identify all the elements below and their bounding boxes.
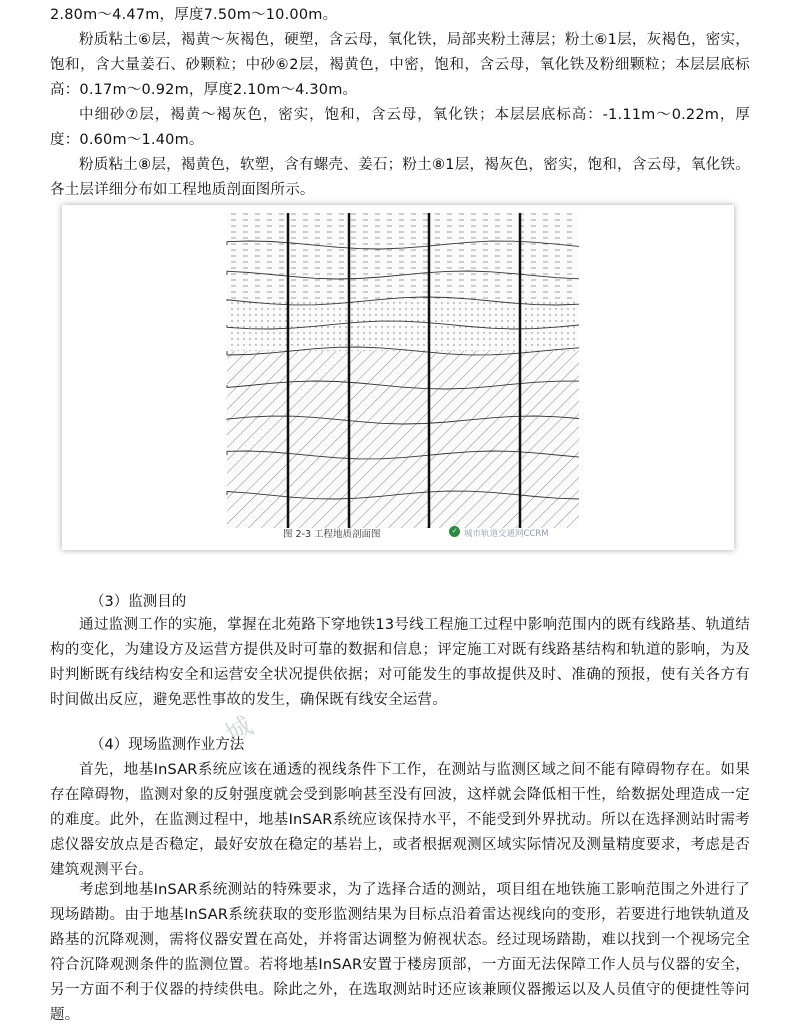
section-4-heading: （4）现场监测作业方法 [90, 737, 245, 753]
wechat-logo-icon: ✓ [449, 526, 460, 537]
paragraph-layer-8: 粉质粘土⑧层，褐黄色，软塑，含有螺壳、姜石；粉土⑧1层，褐灰色，密实，饱和，含云母，氧化铁。各土层详细分布如工程地质剖面图所示。 [50, 157, 750, 198]
section-4-paragraph-1: 首先，地基InSAR系统应该在通透的视线条件下工作，在测站与监测区域之间不能有障碍物存在。如果存在障碍物，监测对象的反射强度就会受到影响甚至没有回波，这样就会降低相干性，给数据处理造成一定的难度。此外，在监测过程中，地基InSAR系统应该保持水平，不能受到外界扰动。所以在选择测站时需考虑仪器安放点是否稳定，最好安放在稳定的基岩上，或者根据观测区域实际情况及测量精度要求，考虑是否建筑观测平台。 [50, 762, 750, 878]
figure-watermark: 城市轨道交通网CCRM [464, 529, 549, 539]
figure-caption: 图 2-3 工程地质剖面图 [283, 529, 381, 540]
upper-clay-layer [227, 213, 579, 301]
geological-section-drawing [62, 205, 734, 550]
lower-clay-layer [227, 351, 579, 528]
section-3-heading: （3）监测目的 [90, 594, 187, 610]
watermark-side-character: 城 [220, 711, 259, 751]
section-3-paragraph: 通过监测工作的实施，掌握在北苑路下穿地铁13号线工程施工过程中影响范围内的既有线路基、轨道结构的变化，为建设方及运营方提供及时可靠的数据和信息；评定施工对既有线路基结构和轨道的影响，为及时判断既有线结构安全和运营安全状况提供依据；对可能发生的事故提供及时、准确的预报，使有关各方有时间做出反应，避免恶性事故的发生，确保既有线安全运营。 [50, 617, 750, 708]
section-4-paragraph-2: 考虑到地基InSAR系统测站的特殊要求，为了选择合适的测站，项目组在地铁施工影响范围之外进行了现场踏勘。由于地基InSAR系统获取的变形监测结果为目标点沿着雷达视线向的变形，若要进行地铁轨道及路基的沉降观测，需将仪器安置在高处，并将雷达调整为俯视状态。经过现场踏勘，难以找到一个视场完全符合沉降观测条件的监测位置。若将地基InSAR安置于楼房顶部，一方面无法保障工作人员与仪器的安全，另一方面不利于仪器的持续供电。除此之外，在选取测站时还应该兼顾仪器搬运以及人员值守的便捷性等问题。 [50, 882, 750, 1023]
sand-layer [227, 301, 579, 351]
paragraph-thickness-tail: 2.80m～4.47m，厚度7.50m～10.00m。 [50, 7, 338, 23]
paragraph-layer-6: 粉质粘土⑥层，褐黄～灰褐色，硬塑，含云母，氧化铁，局部夹粉土薄层；粉土⑥1层，灰褐色，密实，饱和，含大量姜石、砂颗粒；中砂⑥2层，褐黄色，中密，饱和，含云母，氧化铁及粉细颗粒；本层层底标高：0.17m～0.92m，厚度2.10m～4.30m。 [50, 32, 750, 98]
paragraph-layer-7: 中细砂⑦层，褐黄～褐灰色，密实，饱和，含云母，氧化铁；本层层底标高：-1.11m～0.22m，厚度：0.60m～1.40m。 [50, 107, 750, 148]
